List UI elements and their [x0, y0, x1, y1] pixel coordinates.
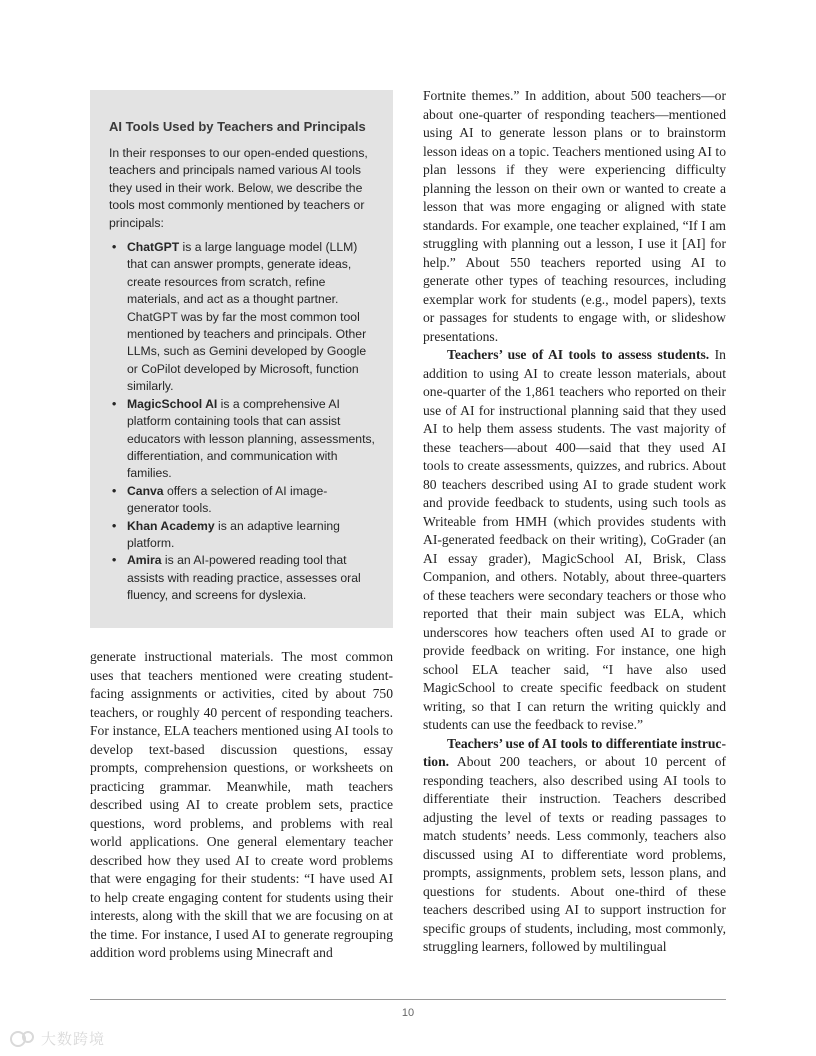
tool-description: is an AI-powered reading tool that assists with reading practice, assesses oral fluency, and screens for dyslexia. [127, 553, 361, 603]
tool-name: ChatGPT [127, 240, 180, 255]
sidebar-title: AI Tools Used by Teachers and Principals [109, 119, 366, 134]
sidebar-intro: In their responses to our open-ended questions, teachers and principals named various AI tools they used in their work. Below, we describe the tools most commonly mentioned by teachers or principals: [109, 146, 368, 230]
watermark-logo-icon [8, 1029, 38, 1049]
body-text: About 200 teachers, or about 10 percent of responding teachers, also described using AI tools to differentiate their instruction. Teachers described adjusting the level of texts or reading passages to match students’ needs. Less commonly, teachers also discussed using AI to differentiate word problems, prompts, assignments, problem sets, lesson plans, and questions for students. About one-third of these teachers described using AI to support instruction for specific groups of students, including, most commonly, struggling learners, followed by multilingual [423, 754, 726, 954]
tool-description: is an adaptive learning platform. [127, 518, 340, 550]
watermark-text: 大数跨境 [41, 1030, 106, 1048]
watermark [8, 1028, 105, 1049]
tool-name: Khan Academy [127, 518, 215, 533]
bullet-icon: • [112, 396, 117, 411]
tool-name: Amira [127, 553, 162, 568]
right-column [423, 87, 726, 957]
left-column [90, 648, 393, 963]
tool-item-magicschool [109, 396, 375, 483]
tool-item-chatgpt [109, 239, 375, 396]
tool-description: offers a selection of AI image-generator tools. [127, 483, 328, 516]
body-text: In addition to using AI to create lesson materials, about one-quarter of the 1,861 teachers who reported on their use of AI for instructional planning said that they used AI to help them assess students. The vast majority of these teachers—about 400—said that they used AI tools to create assessments, quizzes, and rubrics. About 80 teachers described using AI to grade student work and provide feedback to students, using such tools as Writeable from HMH (which provides students with AI-generated feedback on their writing), CoGrader (an AI essay grader), MagicSchool AI, Brisk, Class Companion, and others. Notably, about three-quarters of these teachers were secondary teachers or those who reported that their main subject was ELA, which underscores how teachers often used AI to grade or provide feedback on writing. For instance, one high school ELA teacher said, “I have also used MagicSchool to create specific feedback on student writing, so that I can return the writing quickly and students can use the feedback to revise.” [423, 347, 726, 732]
tool-name: MagicSchool AI [127, 396, 218, 411]
tool-description: is a comprehensive AI platform containing tools that can assist educators with lesson planning, assessments, differentiation, and communication with families. [127, 396, 375, 481]
body-paragraph: generate instructional materials. The most common uses that teachers mentioned were creating student-facing assignments or activities, cited by about 750 teachers, or roughly 40 percent of responding teachers. For instance, ELA teachers mentioned using AI tools to develop text-based discussion questions, essay prompts, comprehension questions, or worksheets on practicing grammar. Meanwhile, math teachers described using AI to create problem sets, practice questions, word problems, and problems with real world applications. One general elementary teacher described how they used AI to create word problems that were engaging for their students: “I have used AI to help create engaging content for students using their interests, along with the skill that we are focusing on at the time. For instance, I used AI to generate regrouping addition word problems using Minecraft and [90, 649, 393, 960]
tool-list [109, 239, 375, 605]
bullet-icon: • [112, 518, 117, 533]
body-paragraph: Fortnite themes.” In addition, about 500 teachers—or about one-quarter of responding teachers—mentioned using AI to generate lesson plans or to brainstorm lesson ideas on a topic. Teachers mentioned using AI to plan lessons if they were experiencing difficulty planning the lesson on their own or wanted to create a lesson that was more engaging or aligned with state standards. For example, one teacher explained, “If I am struggling with planning out a lesson, I use it [AI] for help.” About 550 teachers reported using AI to generate other types of teaching resources, including exemplar work for students (e.g., model papers), texts or passages for students to engage with, or slideshow presentations. [423, 88, 726, 344]
tool-item-canva [109, 483, 375, 518]
sidebar-box [90, 90, 393, 628]
tool-item-amira [109, 552, 375, 604]
tool-item-khan-academy [109, 518, 375, 553]
run-in-heading: Teachers’ use of AI tools to assess students. [447, 347, 710, 362]
tool-name: Canva [127, 483, 164, 498]
footer-rule [90, 999, 726, 1000]
section-differentiate-instruction [423, 735, 726, 957]
run-in-heading: Teachers’ use of AI tools to differentiate instruction. [423, 735, 726, 769]
bullet-icon: • [112, 483, 117, 498]
section-assess-students [423, 346, 726, 735]
page-number: 10 [401, 1007, 415, 1019]
bullet-icon: • [112, 553, 117, 568]
tool-description: is a large language model (LLM) that can answer prompts, generate ideas, create resources from scratch, refine materials, and act as a thought partner. ChatGPT was by far the most common tool mentioned by teachers and principals. Other LLMs, such as Gemini developed by Google or CoPilot developed by Microsoft, function similarly. [127, 240, 367, 394]
bullet-icon: • [112, 240, 117, 255]
